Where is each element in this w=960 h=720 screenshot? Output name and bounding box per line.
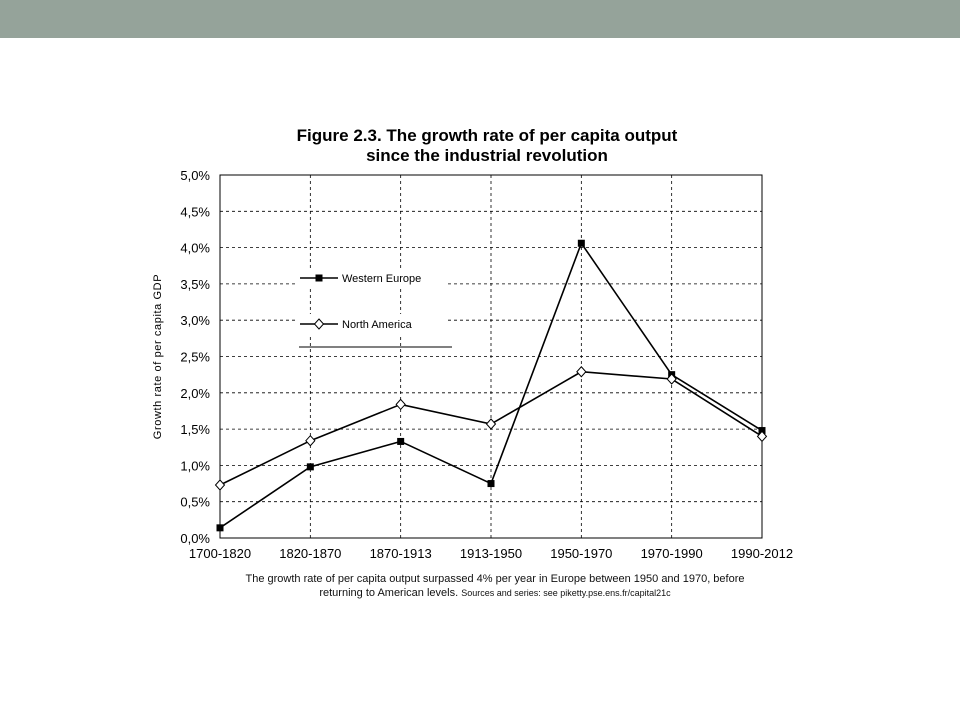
legend [298, 268, 452, 347]
caption-line-1: The growth rate of per capita output surpassed 4% per year in Europe between 1950 and 1970, before [245, 573, 745, 585]
x-tick-label: 1700-1820 [188, 546, 252, 561]
legend-label: Western Europe [342, 273, 422, 285]
western-europe-marker [578, 240, 585, 247]
western-europe-marker [488, 480, 495, 487]
north-america-marker [487, 419, 496, 429]
y-tick-labels [180, 168, 210, 546]
y-tick-label: 3,5% [180, 276, 210, 292]
y-tick-label: 5,0% [180, 168, 210, 183]
y-tick-label: 3,0% [180, 313, 210, 329]
x-tick-label: 1913-1950 [459, 546, 523, 561]
caption-line-2 [190, 587, 800, 601]
caption-line-2-text: returning to American levels. [319, 586, 459, 599]
x-tick-labels [189, 546, 793, 561]
y-tick-label: 1,0% [180, 458, 210, 474]
y-tick-label: 4,5% [180, 204, 210, 220]
y-tick-label: 1,5% [180, 422, 210, 438]
y-tick-label: 4,0% [180, 240, 210, 256]
western-europe-marker [307, 463, 314, 470]
y-tick-label: 2,0% [180, 385, 210, 401]
chart-caption [190, 573, 800, 600]
y-tick-label: 0,0% [180, 531, 210, 546]
western-europe-marker [397, 438, 404, 445]
x-tick-label: 1870-1913 [369, 546, 432, 561]
y-tick-label: 0,5% [180, 494, 210, 510]
chart-title-line-1: Figure 2.3. The growth rate of per capita output [296, 126, 678, 145]
chart-title-line-2: since the industrial revolution [366, 146, 608, 165]
x-tick-label: 1950-1970 [550, 546, 613, 561]
north-america-marker [577, 367, 586, 377]
legend-item-north-america [298, 314, 448, 334]
western-europe-marker [217, 524, 224, 531]
y-tick-label: 2,5% [180, 349, 210, 365]
north-america-marker [306, 436, 315, 446]
legend-item-western-europe [298, 268, 448, 288]
north-america-marker [216, 480, 225, 490]
western-europe-marker [316, 275, 323, 282]
north-america-marker [396, 399, 405, 409]
y-axis-label: Growth rate of per capita GDP [152, 273, 164, 440]
x-tick-label: 1820-1870 [279, 546, 342, 561]
legend-label: North America [342, 319, 412, 331]
x-tick-label: 1990-2012 [730, 546, 794, 561]
caption-source: Sources and series: see piketty.pse.ens.fr/capital21c [461, 587, 671, 598]
x-tick-label: 1970-1990 [640, 546, 703, 561]
